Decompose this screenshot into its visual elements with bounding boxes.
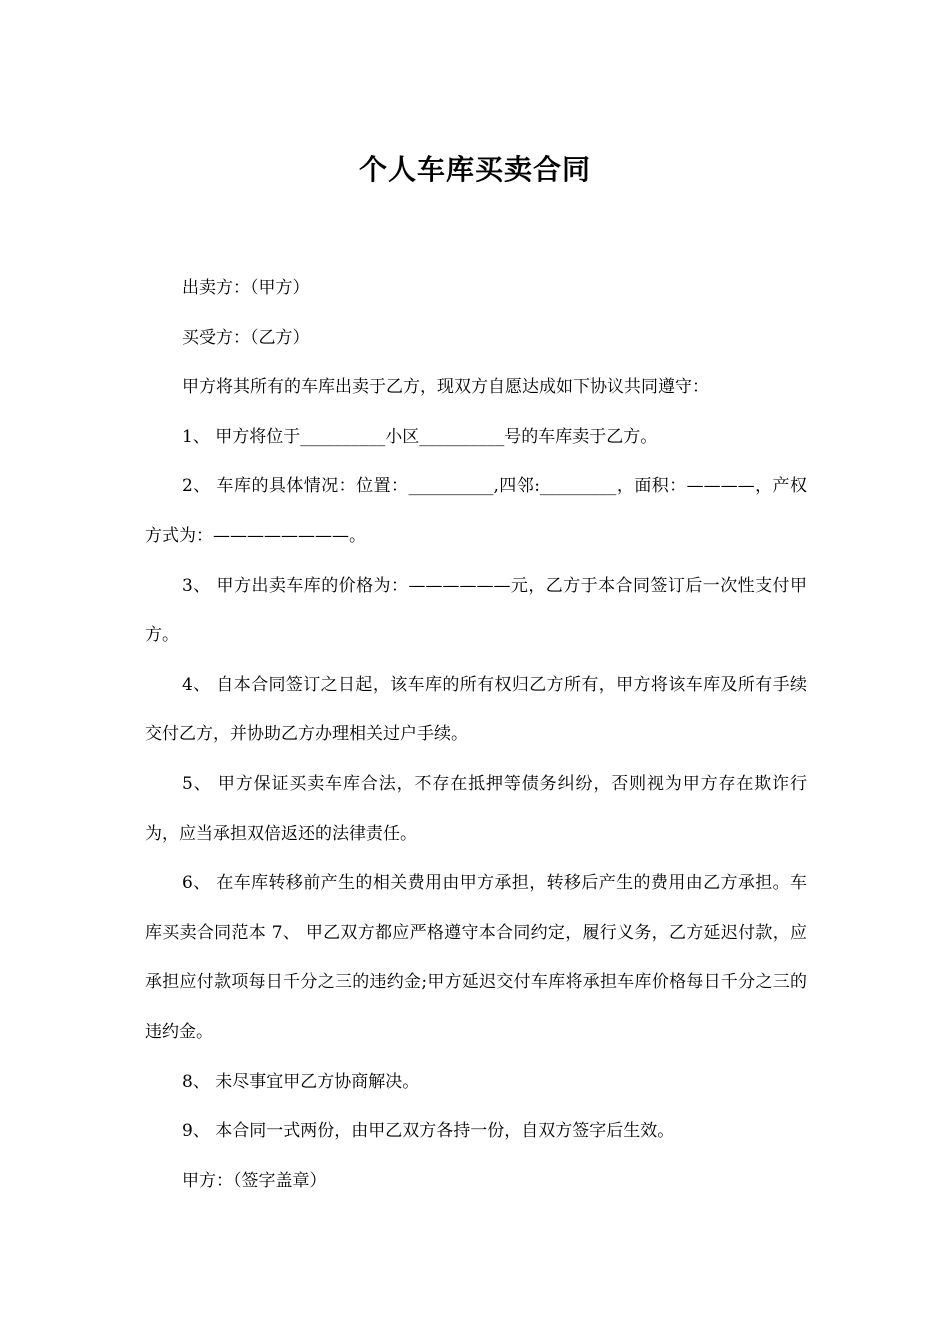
clause-6-7: 6、 在车库转移前产生的相关费用由甲方承担，转移后产生的费用由乙方承担。车库买卖合同范本 7、 甲乙双方都应严格遵守本合同约定，履行义务，乙方延迟付款，应承担应付款项每日千分之三的违约金;甲方延迟交付车库将承担车库价格每日千分之三的违约金。 [145,873,807,1042]
clause-1: 1、 甲方将位于__________小区__________号的车库卖于乙方。 [182,426,658,447]
document-body [145,264,807,1206]
clause-8: 8、 未尽事宜甲乙方协商解决。 [182,1071,420,1092]
party-a-signature-line: 甲方：（签字盖章） [182,1170,327,1191]
clause-3: 3、 甲方出卖车库的价格为：——————元，乙方于本合同签订后一次性支付甲方。 [145,575,807,646]
clause-2: 2、 车库的具体情况：位置：__________,四邻:_________，面积：————，产权方式为：————————。 [145,476,807,546]
preamble: 甲方将其所有的车库出卖于乙方，现双方自愿达成如下协议共同遵守： [182,377,709,398]
seller-line: 出卖方：（甲方） [182,278,310,298]
document-title: 个人车库买卖合同 [358,153,591,186]
clause-9: 9、 本合同一式两份，由甲乙双方各持一份，自双方签字后生效。 [182,1121,675,1142]
buyer-line: 买受方：（乙方） [182,327,310,348]
clause-5: 5、 甲方保证买卖车库合法，不存在抵押等债务纠纷，否则视为甲方存在欺诈行为，应当承担双倍返还的法律责任。 [145,773,807,844]
clause-4: 4、 自本合同签订之日起，该车库的所有权归乙方所有，甲方将该车库及所有手续交付乙方，并协助乙方办理相关过户手续。 [145,674,807,745]
